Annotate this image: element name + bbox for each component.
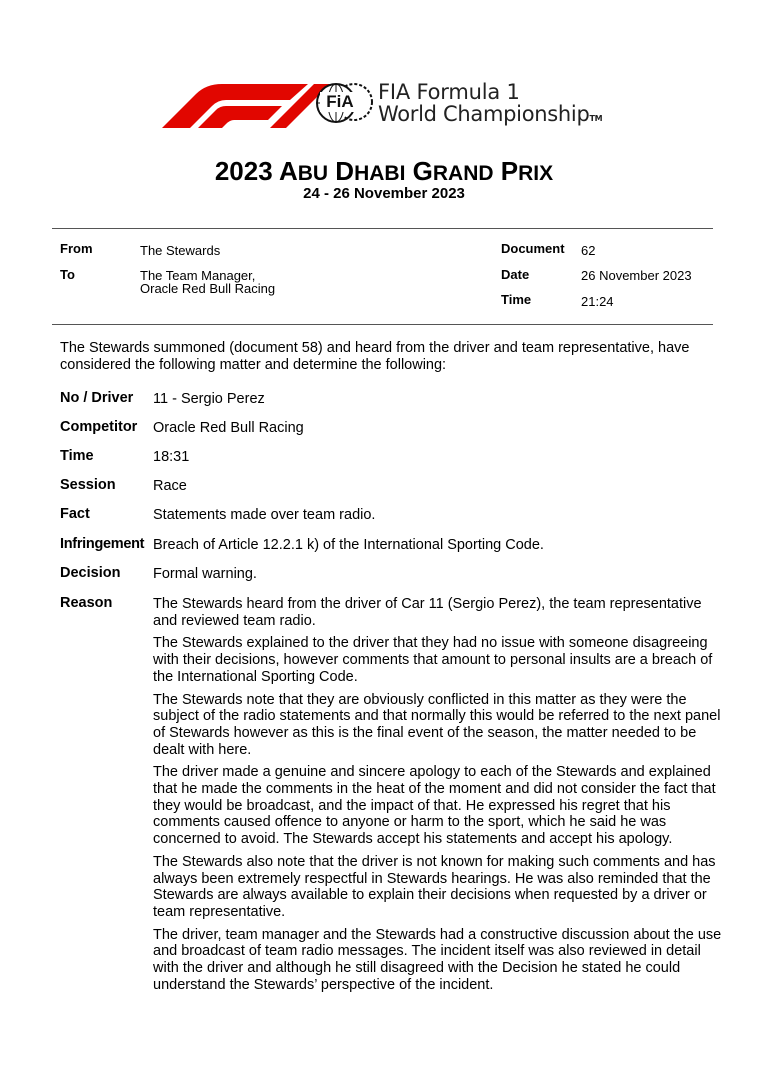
date-value: 26 November 2023 bbox=[581, 268, 692, 283]
intro-paragraph: The Stewards summoned (document 58) and heard from the driver and team representative, have considered the following matter and determine the following: bbox=[60, 340, 690, 373]
driver-label: No / Driver bbox=[60, 390, 134, 406]
fia-badge-text: FiA bbox=[320, 92, 360, 112]
fia-f1-logo bbox=[160, 78, 620, 130]
time-label: Time bbox=[501, 292, 532, 307]
reason-paragraph: The driver made a genuine and sincere apology to each of the Stewards and explained that he made the comments in the heat of the moment and did not consider the fact that they would be broadcast, and the impact of that. He expressed his regret that his comments caused offence to anyone or harm to the sport, which he said he was concerned to avoid. The Stewards accept his statements and accept his apology. bbox=[153, 764, 716, 848]
reason-paragraph: The Stewards note that they are obviously conflicted in this matter as they were the subject of the radio statements and that normally this would be referred to the next panel of Stewards however as this is the final event of the season, the matter needed to be dealt with here. bbox=[153, 691, 721, 758]
reason-paragraph: The driver, team manager and the Stewards had a constructive discussion about the use and broadcast of team radio messages. The incident itself was also reviewed in detail with the driver and although he still disagreed with the Decision he stated he could understand the Stewards’ perspective of the incident. bbox=[153, 926, 722, 993]
fact-value: Statements made over team radio. bbox=[153, 507, 376, 523]
infringement-value: Breach of Article 12.2.1 k) of the International Sporting Code. bbox=[153, 537, 544, 553]
logo-line-1: FIA Formula 1 bbox=[378, 80, 520, 104]
reason-paragraph: The Stewards also note that the driver is not known for making such comments and has always been extremely respectful in Stewards hearings. He was also reminded that the Stewards are always available to explain their decisions when requested by a driver or team representative. bbox=[153, 853, 716, 920]
session-value: Race bbox=[153, 478, 187, 494]
from-label: From bbox=[60, 241, 93, 256]
title-year: 2023 bbox=[214, 156, 273, 186]
fact-label: Fact bbox=[60, 506, 90, 522]
driver-value: 11 - Sergio Perez bbox=[153, 391, 265, 407]
document-label: Document bbox=[501, 241, 565, 256]
to-value-line-2: Oracle Red Bull Racing bbox=[140, 281, 276, 296]
decision-value: Formal warning. bbox=[153, 566, 257, 582]
incident-time-label: Time bbox=[60, 448, 94, 464]
infringement-label: Infringement bbox=[60, 536, 145, 552]
reason-paragraphs bbox=[153, 596, 723, 999]
title-word-prix: PRIX bbox=[500, 156, 554, 186]
title-word-dhabi: DHABI bbox=[335, 156, 406, 186]
to-label: To bbox=[60, 267, 75, 282]
competitor-value: Oracle Red Bull Racing bbox=[153, 420, 304, 436]
title-word-grand: GRAND bbox=[412, 156, 494, 186]
trademark: TM bbox=[589, 114, 603, 123]
reason-paragraph: The Stewards heard from the driver of Car 11 (Sergio Perez), the team representative and reviewed team radio. bbox=[153, 596, 702, 629]
header-bottom-rule bbox=[52, 324, 713, 325]
reason-paragraph: The Stewards explained to the driver that they had no issue with someone disagreeing with their decisions, however comments that amount to personal insults are a breach of the International Sporting Code. bbox=[153, 635, 713, 685]
decision-label: Decision bbox=[60, 565, 121, 581]
to-value-line-1: The Team Manager, bbox=[140, 268, 256, 283]
competitor-label: Competitor bbox=[60, 419, 138, 435]
session-label: Session bbox=[60, 477, 116, 493]
reason-label: Reason bbox=[60, 595, 113, 611]
time-value: 21:24 bbox=[581, 294, 614, 309]
event-dates: 24 - 26 November 2023 bbox=[303, 185, 465, 202]
logo-line-2: World Championship bbox=[378, 102, 590, 126]
incident-time-value: 18:31 bbox=[153, 449, 190, 465]
from-value: The Stewards bbox=[140, 243, 221, 258]
document-value: 62 bbox=[581, 243, 596, 258]
title-word-abu: ABU bbox=[278, 156, 329, 186]
header-top-rule bbox=[52, 228, 713, 229]
date-label: Date bbox=[501, 267, 530, 282]
